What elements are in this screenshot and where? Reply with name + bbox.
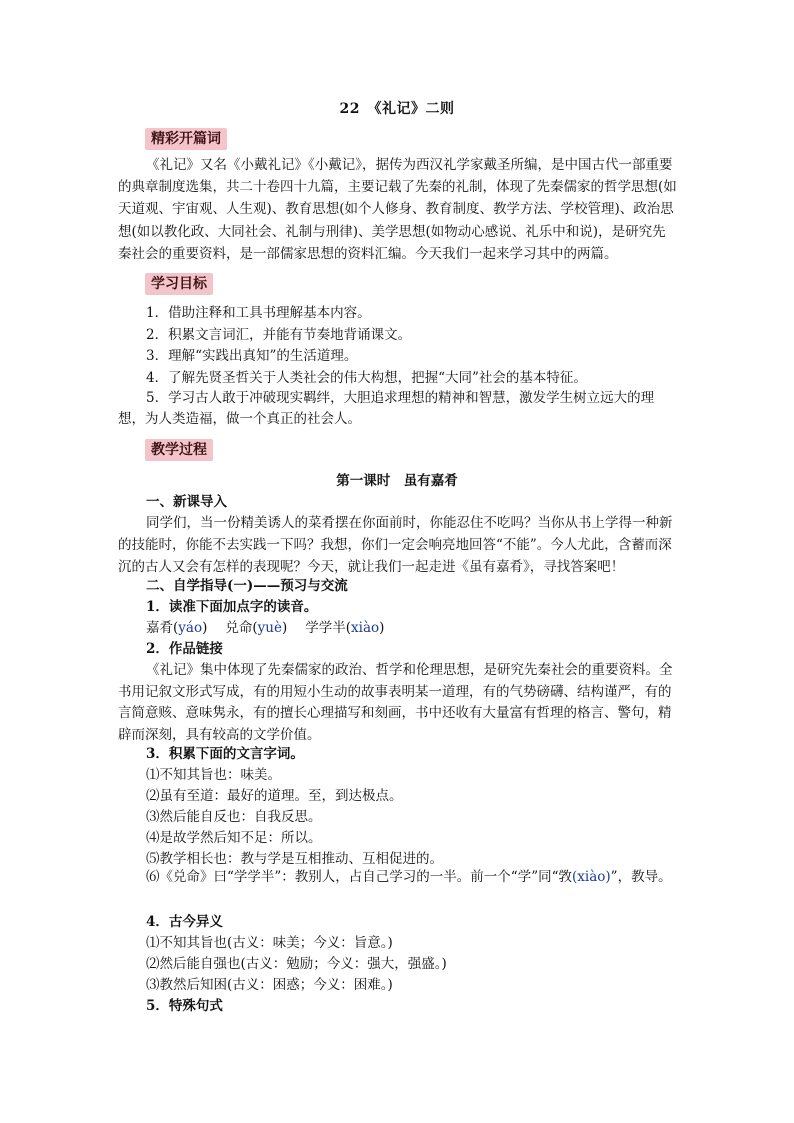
subsection-heading: 5．特殊句式 — [146, 998, 223, 1014]
vocab-text: ⑹《兑命》曰“学学半”：教别人，占自己学习的一半。前一个“学”同“敩 — [146, 869, 573, 885]
vocab-word: 嘉肴 — [146, 620, 173, 636]
vocab-word: 学学半 — [305, 620, 346, 636]
pinyin: yáo — [178, 620, 203, 636]
subsection-heading: 3．积累下面的文言字词。 — [146, 746, 304, 762]
vocab-line — [118, 867, 678, 889]
vocab-line: ⑶然后能自反也：自我反思。 — [146, 809, 322, 825]
subsection-heading: 1．读准下面加点字的读音。 — [146, 599, 318, 615]
process-tag: 教学过程 — [145, 439, 213, 461]
pinyin: yuè — [257, 620, 282, 636]
vocab-line: ⑴不知其旨也：味美。 — [146, 767, 281, 783]
section-heading: 二、自学指导(一)——预习与交流 — [146, 578, 348, 594]
page-title: 22 《礼记》二则 — [339, 101, 455, 117]
subsection-heading: 2．作品链接 — [146, 641, 223, 657]
subsection-heading: 4．古今异义 — [146, 914, 223, 930]
goal-item: 5．学习古人敢于冲破现实羁绊，大胆追求理想的精神和智慧，激发学生树立远大的理想，为人类造福，做一个真正的社会人。 — [118, 390, 655, 427]
section-heading: 一、新课导入 — [146, 494, 227, 510]
intro-tag: 精彩开篇词 — [145, 128, 227, 150]
section-paragraph: 同学们，当一份精美诱人的菜肴摆在你面前时，你能忍住不吃吗？当你从书上学得一种新的技能时，你能不去实践一下吗？我想，你们一定会响亮地回答“不能”。今人尤此，含蓄而深沉的古人又会有怎样的表现呢？今天，就让我们一起走进《虽有嘉肴》，寻找答案吧！ — [118, 515, 673, 575]
vocab-word: 兑命 — [225, 620, 253, 636]
goal-item: 2．积累文言词汇，并能有节奏地背诵课文。 — [146, 327, 412, 343]
lesson-title: 第一课时 虽有嘉肴 — [336, 473, 458, 489]
vocab-line: ⑵虽有至道：最好的道理。至，到达极点。 — [146, 788, 403, 804]
goal-item: 1．借助注释和工具书理解基本内容。 — [146, 305, 371, 321]
goal-item: 3．理解“实践出真知”的生活道理。 — [146, 348, 358, 364]
vocab-line: ⑸教学相长也：教与学是互相推动、互相促进的。 — [146, 851, 443, 867]
meaning-line: ⑵然后能自强也(古义：勉励；今义：强大，强盛。) — [146, 956, 447, 972]
pinyin: (xiào) — [572, 869, 611, 885]
vocab-text: ”，教导。 — [610, 869, 672, 885]
intro-paragraph: 《礼记》又名《小戴礼记》《小戴记》，据传为西汉礼学家戴圣所编，是中国古代一部重要的典章制度选集，共二十卷四十九篇，主要记载了先秦的礼制，体现了先秦儒家的哲学思想(如天道观、宇宙观、人生观)、教育思想(如个人修身、教育制度、教学方法、学校管理)、政治思想(如以教化政、大同社会、礼制与刑律)、美学思想(如物动心感说、礼乐中和说)，是研究先秦社会的重要资料，是一部儒家思想的资料汇编。今天我们一起来学习其中的两篇。 — [118, 157, 677, 262]
goal-item: 4．了解先贤圣哲关于人类社会的伟大构想，把握“大同”社会的基本特征。 — [146, 370, 587, 386]
meaning-line: ⑶教然后知困(古义：困惑；今义：困难。) — [146, 977, 393, 993]
pronunciation-list: 嘉肴(yáo) 兑命(yuè) 学学半(xiào) — [146, 620, 385, 636]
pinyin: xiào — [351, 620, 380, 636]
vocab-line: ⑷是故学然后知不足：所以。 — [146, 830, 322, 846]
goals-tag: 学习目标 — [145, 273, 213, 295]
section-paragraph: 《礼记》集中体现了先秦儒家的政治、哲学和伦理思想，是研究先秦社会的重要资料。全书用记叙文形式写成，有的用短小生动的故事表明某一道理，有的气势磅礴、结构谨严，有的言简意赅、意味隽永，有的擅长心理描写和刻画，书中还收有大量富有哲理的格言、警句，精辟而深刻，具有较高的文学价值。 — [118, 662, 673, 743]
meaning-line: ⑴不知其旨也(古义：味美；今义：旨意。) — [146, 935, 393, 951]
